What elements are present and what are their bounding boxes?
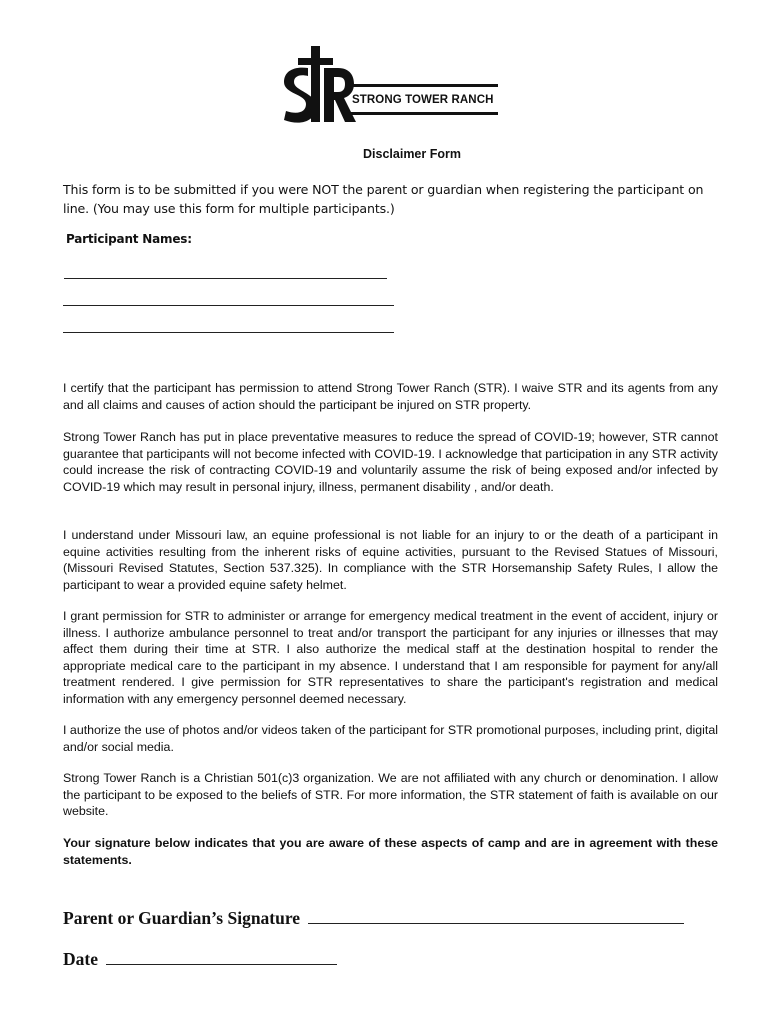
cross-str-monogram — [280, 44, 502, 128]
date-field[interactable] — [106, 950, 337, 965]
paragraph-equine: I understand under Missouri law, an equine professional is not liable for an injury to or the death of a participant in equine activities resulting from the inherent risks of equine activities, pursuant to the Revised Statues of Missouri, (Missouri Revised Statutes, Section 537.325). In compliance with the STR Horsemanship Safety Rules, I allow the participant to wear a provided equine safety helmet. — [63, 528, 718, 592]
str-logo — [280, 44, 502, 128]
paragraph-covid: Strong Tower Ranch has put in place preventative measures to reduce the spread of COVID-19; however, STR cannot guarantee that participants will not become infected with COVID-19. I acknowledge that participation in any STR activity could increase the risk of contracting COVID-19 and voluntarily assume the risk of being exposed and/or infected by COVID-19 which may result in personal injury, illness, permanent disability , and/or death. — [63, 430, 718, 494]
intro-text: This form is to be submitted if you were NOT the parent or guardian when registering the participant on line. (You may use this form for multiple participants.) — [63, 182, 704, 216]
agreement-statement: Your signature below indicates that you are aware of these aspects of camp and are in agreement with these statements. — [63, 836, 718, 867]
page-title: Disclaimer Form — [363, 147, 461, 161]
paragraph-medical: I grant permission for STR to administer or arrange for emergency medical treatment in the event of accident, injury or illness. I authorize ambulance personnel to treat and/or transport the participant for any injuries or illnesses that may affect them during their time at STR. I also authorize the medical staff at the destination hospital to render the appropriate medical care to the participant in my absence. I understand that I am responsible for payment for any/all treatment rendered. I give permission for STR representatives to share the participant's registration and medical information with any emergency personnel deemed necessary. — [63, 609, 718, 706]
participant-name-line-1[interactable] — [64, 278, 387, 279]
paragraph-waiver: I certify that the participant has permission to attend Strong Tower Ranch (STR). I waive STR and its agents from any and all claims and causes of action should the participant be injured on STR property. — [63, 381, 718, 412]
participant-name-line-2[interactable] — [63, 305, 394, 306]
date-row — [63, 949, 337, 970]
paragraph-faith: Strong Tower Ranch is a Christian 501(c)3 organization. We are not affiliated with any church or denomination. I allow the participant to be exposed to the beliefs of STR. For more information, the STR statement of faith is available on our website. — [63, 771, 718, 819]
participant-names-label: Participant Names: — [66, 232, 192, 246]
date-label: Date — [63, 949, 98, 969]
logo-name: STRONG TOWER RANCH — [352, 94, 494, 106]
signature-label: Parent or Guardian’s Signature — [63, 908, 301, 928]
signature-row — [63, 908, 684, 929]
participant-name-line-3[interactable] — [63, 332, 394, 333]
paragraph-media: I authorize the use of photos and/or videos taken of the participant for STR promotional purposes, including print, digital and/or social media. — [63, 723, 718, 754]
signature-field[interactable] — [308, 909, 684, 924]
